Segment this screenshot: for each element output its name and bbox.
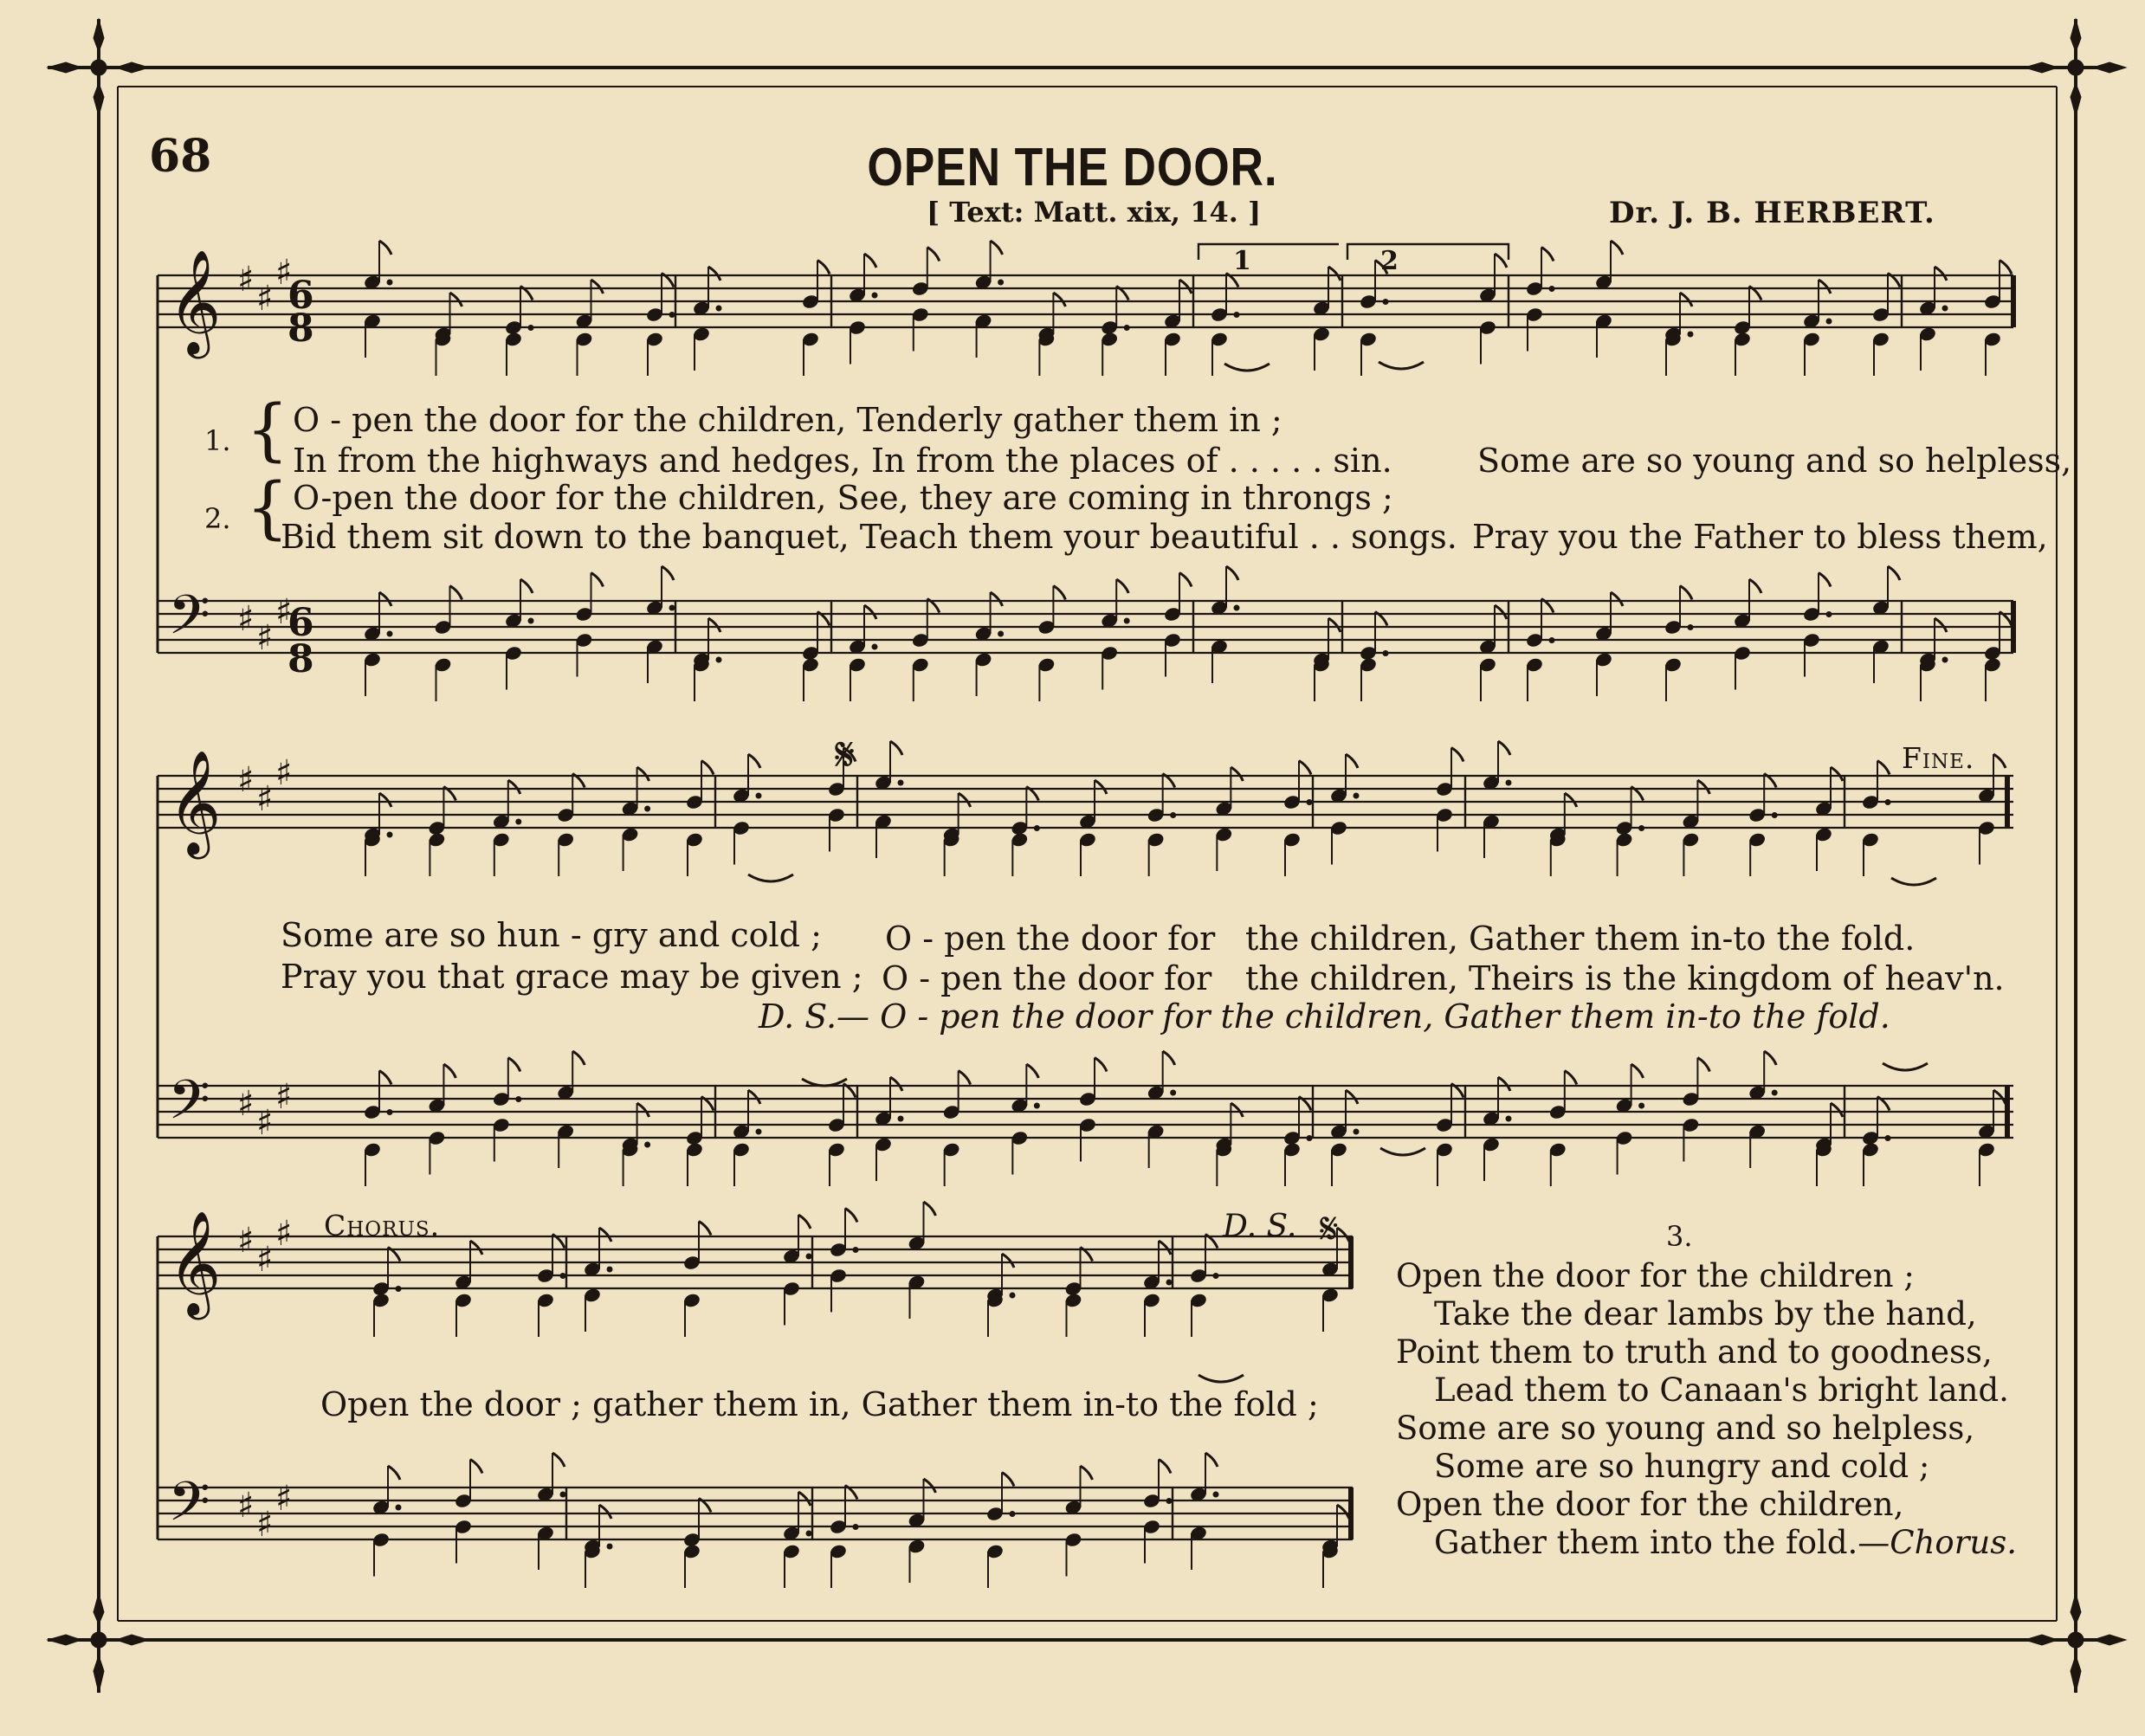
note-flag — [637, 767, 649, 781]
note-flag — [991, 241, 1003, 255]
verse-1-number: 1. — [204, 424, 231, 457]
dot — [644, 806, 650, 812]
dot — [1826, 611, 1832, 617]
second-ending-number: 2 — [1380, 246, 1399, 276]
note-flag — [927, 248, 940, 261]
dot — [872, 644, 878, 650]
first-ending-number: 1 — [1233, 246, 1251, 276]
note-flag — [1680, 293, 1692, 307]
tie-arc — [1891, 878, 1936, 885]
dot — [560, 1273, 566, 1279]
dot — [806, 1531, 812, 1537]
key-sharp: ♯ — [275, 1214, 293, 1254]
dot — [1307, 1135, 1313, 1141]
key-sharp: ♯ — [275, 1479, 293, 1519]
dot — [669, 605, 675, 611]
verse-3-line-5: Some are so young and so helpless, — [1396, 1410, 1975, 1447]
key-sharp: ♯ — [237, 260, 255, 300]
note-flag — [1888, 566, 1900, 580]
hymn-title: OPEN THE DOOR. — [867, 138, 1278, 197]
note-flag — [1495, 254, 1507, 268]
tie-arc — [802, 1079, 847, 1086]
note-flag — [1328, 618, 1341, 632]
dot — [1307, 799, 1313, 805]
note-flag — [798, 1215, 811, 1229]
note-flag — [708, 618, 720, 632]
note-flag — [572, 1051, 585, 1065]
note-flag — [520, 579, 533, 593]
note-flag — [470, 1460, 482, 1474]
note-flag — [637, 1103, 649, 1117]
dot — [396, 1286, 402, 1292]
key-sharp: ♯ — [256, 618, 274, 658]
note-flag — [508, 780, 520, 794]
system-2-verse-1-a: Some are so hun - gry and cold ; — [281, 916, 822, 954]
note-flag — [701, 761, 714, 775]
note-flag — [959, 793, 971, 807]
note-flag — [1053, 586, 1065, 600]
tie-arc — [1883, 1063, 1928, 1070]
key-sharp: ♯ — [275, 1077, 293, 1117]
time-sig-bottom: 8 — [288, 307, 314, 351]
note-flag — [599, 1505, 611, 1519]
tie-arc — [1224, 364, 1270, 371]
dot — [644, 1142, 650, 1148]
dot — [998, 631, 1004, 637]
note-flag — [1877, 761, 1890, 775]
system-2-verse-2-b: O - pen the door for — [882, 959, 1212, 997]
dot — [1885, 1135, 1891, 1141]
dot — [1354, 793, 1360, 799]
verse-2-line-1: O-pen the door for the children, See, they are coming in throngs ; — [293, 479, 1393, 517]
key-sharp: ♯ — [256, 779, 274, 819]
system-2-verse-2-a: Pray you that grace may be given ; — [281, 958, 863, 996]
key-sharp: ♯ — [237, 1486, 255, 1526]
note-flag — [748, 754, 760, 768]
composer-credit: Dr. J. B. HERBERT. — [1609, 196, 1935, 230]
dot — [1034, 1103, 1040, 1109]
note-flag — [1993, 754, 2006, 768]
note-flag — [1565, 793, 1577, 807]
dot — [872, 293, 878, 299]
note-flag — [1179, 280, 1192, 294]
dot — [898, 1116, 904, 1122]
key-sharp: ♯ — [256, 1505, 274, 1545]
note-flag — [599, 1228, 611, 1242]
dot — [806, 1254, 812, 1260]
dot — [1124, 618, 1130, 624]
dot — [669, 312, 675, 318]
verse-3-line-4: Lead them to Canaan's bright land. — [1434, 1371, 2009, 1409]
note-flag — [1631, 1064, 1644, 1078]
note-flag — [798, 1492, 811, 1506]
note-flag — [864, 605, 876, 619]
note-flag — [959, 1071, 971, 1085]
dot — [528, 618, 534, 624]
note-flag — [1935, 267, 1947, 281]
note-flag — [1831, 767, 1843, 781]
key-sharp: ♯ — [256, 279, 274, 319]
note-flag — [1095, 1058, 1107, 1072]
note-flag — [1764, 1051, 1776, 1065]
dot — [1166, 1498, 1173, 1504]
verse-1-line-1: O - pen the door for the children, Tenderly gather them in ; — [293, 401, 1282, 439]
verse-3-line-1: Open the door for the children ; — [1396, 1257, 1915, 1294]
verse-1-line-2-continued: Some are so young and so helpless, — [1477, 442, 2072, 480]
chorus-label: Chorus. — [324, 1209, 441, 1242]
verse-3-chorus-ref: Chorus. — [1890, 1524, 2017, 1561]
note-flag — [708, 267, 720, 281]
fine-marking: Fine. — [1902, 741, 1975, 775]
note-flag — [1346, 1090, 1358, 1104]
dot — [1354, 1129, 1360, 1135]
verse-2-line-2: Bid them sit down to the banquet, Teach them your beautiful . . songs. — [281, 518, 1457, 556]
tie-arc — [1379, 362, 1424, 369]
system-2-verse-1-c: the children, Gather them in-to the fold. — [1245, 920, 1916, 958]
dot — [998, 280, 1004, 286]
dot — [515, 1096, 521, 1102]
dot — [607, 1267, 613, 1273]
system-2-verse-2-c: the children, Theirs is the kingdom of heav'n. — [1245, 959, 2005, 997]
dot — [1383, 299, 1389, 305]
time-sig-top-bass: 6 — [288, 601, 314, 645]
dot — [396, 1505, 402, 1511]
dot — [1688, 624, 1694, 630]
dot — [1034, 825, 1040, 831]
dot — [1213, 1492, 1219, 1498]
note-flag — [591, 280, 604, 294]
note-flag — [1495, 605, 1507, 619]
dot — [1010, 1511, 1016, 1517]
note-flag — [1179, 573, 1192, 587]
system-2-verse-1-b: O - pen the door for — [885, 920, 1216, 958]
note-flag — [1205, 1453, 1218, 1467]
dot — [1549, 286, 1555, 292]
note-flag — [1697, 1058, 1709, 1072]
note-flag — [1053, 293, 1065, 307]
verse-2-brace: { — [246, 469, 289, 547]
note-flag — [1337, 1505, 1349, 1519]
note-flag — [845, 1209, 857, 1223]
note-flag — [1498, 741, 1510, 755]
note-flag — [1831, 1103, 1843, 1117]
treble-clef: 𝄞 — [168, 749, 222, 855]
note-flag — [450, 293, 462, 307]
note-flag — [748, 1090, 760, 1104]
note-flag — [864, 254, 876, 268]
tie-arc — [748, 874, 793, 881]
note-flag — [1541, 248, 1554, 261]
dot — [1213, 1273, 1219, 1279]
page-number: 68 — [149, 130, 212, 183]
dot — [1124, 325, 1130, 331]
dot — [1170, 1090, 1176, 1096]
verse-3-line-6: Some are so hungry and cold ; — [1434, 1448, 1930, 1485]
verse-3-line-2: Take the dear lambs by the hand, — [1434, 1295, 1977, 1333]
note-flag — [1159, 1241, 1171, 1255]
verse-3-number: 3. — [1666, 1220, 1693, 1253]
key-sharp: ♯ — [275, 753, 293, 793]
note-flag — [379, 592, 391, 606]
note-flag — [2000, 261, 2012, 274]
note-flag — [1231, 1103, 1243, 1117]
dot — [387, 1109, 393, 1115]
verse-3-line-8-text: Gather them into the fold.— — [1434, 1524, 1890, 1561]
tie-arc — [1198, 1375, 1244, 1382]
note-flag — [379, 1071, 391, 1085]
dot — [607, 1544, 613, 1550]
time-sig-top: 6 — [288, 274, 314, 318]
verse-2-number: 2. — [204, 502, 231, 535]
key-sharp: ♯ — [275, 592, 293, 632]
dot — [1638, 825, 1644, 831]
key-sharp: ♯ — [237, 599, 255, 639]
tie-arc — [1380, 1148, 1425, 1155]
note-flag — [1026, 1064, 1038, 1078]
dot — [853, 1524, 859, 1530]
note-flag — [1231, 767, 1243, 781]
note-flag — [470, 1241, 482, 1255]
note-flag — [1697, 780, 1709, 794]
bass-clef: 𝄢 — [168, 583, 210, 660]
dot — [1234, 605, 1240, 611]
dot — [1772, 1090, 1778, 1096]
ds-marking: D. S. — [1223, 1209, 1297, 1244]
note-flag — [699, 1222, 711, 1236]
dot — [1549, 637, 1555, 643]
chorus-segno: 𝄋 — [1320, 1204, 1339, 1254]
dot — [1166, 1280, 1173, 1286]
note-flag — [924, 1479, 936, 1493]
dot — [756, 1129, 762, 1135]
verse-3-line-7: Open the door for the children, — [1396, 1486, 1904, 1523]
note-flag — [1328, 267, 1341, 281]
bass-clef: 𝄢 — [168, 1469, 210, 1546]
note-flag — [1159, 1460, 1171, 1474]
note-flag — [1565, 1071, 1577, 1085]
dot — [1688, 332, 1694, 338]
note-flag — [1337, 1228, 1349, 1242]
note-flag — [1095, 780, 1107, 794]
verse-3-line-3: Point them to truth and to goodness, — [1396, 1333, 1993, 1371]
note-flag — [508, 1058, 520, 1072]
dot — [716, 657, 722, 663]
note-flag — [1002, 1254, 1014, 1268]
dot — [387, 280, 393, 286]
verse-3-line-8 — [1434, 1524, 2017, 1562]
note-flag — [450, 586, 462, 600]
note-flag — [890, 1077, 902, 1091]
note-flag — [1993, 1090, 2006, 1104]
dot — [515, 819, 521, 825]
note-flag — [1116, 579, 1128, 593]
dot — [1885, 799, 1891, 805]
time-sig-bottom-bass: 8 — [288, 637, 314, 681]
note-flag — [924, 1202, 936, 1216]
dot — [1234, 312, 1240, 318]
dot — [1383, 650, 1389, 656]
key-sharp: ♯ — [237, 760, 255, 800]
bass-clef: 𝄢 — [168, 1068, 210, 1145]
note-flag — [591, 573, 604, 587]
verse-2-line-2-continued: Pray you the Father to bless them, — [1472, 518, 2048, 556]
note-flag — [662, 566, 674, 580]
treble-clef: 𝄞 — [168, 1210, 222, 1315]
note-flag — [443, 1064, 455, 1078]
note-flag — [1002, 1473, 1014, 1487]
note-flag — [1226, 566, 1238, 580]
note-flag — [1299, 761, 1311, 775]
chorus-lyric: Open the door ; gather them in, Gather them in-to the fold ; — [320, 1385, 1319, 1423]
key-sharp: ♯ — [256, 1240, 274, 1280]
note-flag — [1611, 241, 1623, 255]
note-flag — [1498, 1077, 1510, 1091]
dot — [1638, 1103, 1644, 1109]
key-sharp: ♯ — [275, 253, 293, 293]
note-flag — [1611, 592, 1623, 606]
note-flag — [1451, 748, 1463, 762]
dot — [1506, 1116, 1512, 1122]
key-sharp: ♯ — [237, 1221, 255, 1261]
note-flag — [1346, 754, 1358, 768]
dot — [1506, 780, 1512, 786]
note-flag — [1935, 618, 1947, 632]
note-flag — [1819, 280, 1831, 294]
dot — [1942, 657, 1948, 663]
dot — [1826, 319, 1832, 325]
dot — [898, 780, 904, 786]
note-flag — [890, 741, 902, 755]
note-flag — [817, 261, 830, 274]
note-flag — [1163, 1051, 1175, 1065]
dot — [560, 1492, 566, 1498]
verse-1-brace: { — [246, 391, 289, 469]
ds-lyric-line: D. S.— O - pen the door for the children, Gather them in-to the fold. — [759, 997, 1890, 1036]
note-flag — [1680, 586, 1692, 600]
note-flag — [379, 241, 391, 255]
dot — [716, 306, 722, 312]
text-reference: [ Text: Matt. xix, 14. ] — [927, 196, 1262, 229]
note-flag — [991, 592, 1003, 606]
dot — [528, 325, 534, 331]
dot — [387, 832, 393, 838]
dot — [1010, 1293, 1016, 1299]
verse-1-line-2: In from the highways and hedges, In from the places of . . . . . sin. — [293, 442, 1392, 480]
note-flag — [1819, 573, 1831, 587]
note-flag — [388, 1466, 400, 1480]
dot — [1772, 812, 1778, 818]
note-flag — [1749, 579, 1761, 593]
note-flag — [552, 1453, 565, 1467]
note-flag — [379, 793, 391, 807]
dot — [853, 1247, 859, 1253]
treble-clef: 𝄞 — [168, 248, 222, 354]
dot — [1942, 306, 1948, 312]
dot — [756, 793, 762, 799]
note-flag — [1081, 1466, 1093, 1480]
dot — [1170, 812, 1176, 818]
segno-symbol: 𝄋 — [835, 727, 856, 782]
key-sharp: ♯ — [256, 1103, 274, 1143]
key-sharp: ♯ — [237, 1084, 255, 1124]
dot — [387, 631, 393, 637]
